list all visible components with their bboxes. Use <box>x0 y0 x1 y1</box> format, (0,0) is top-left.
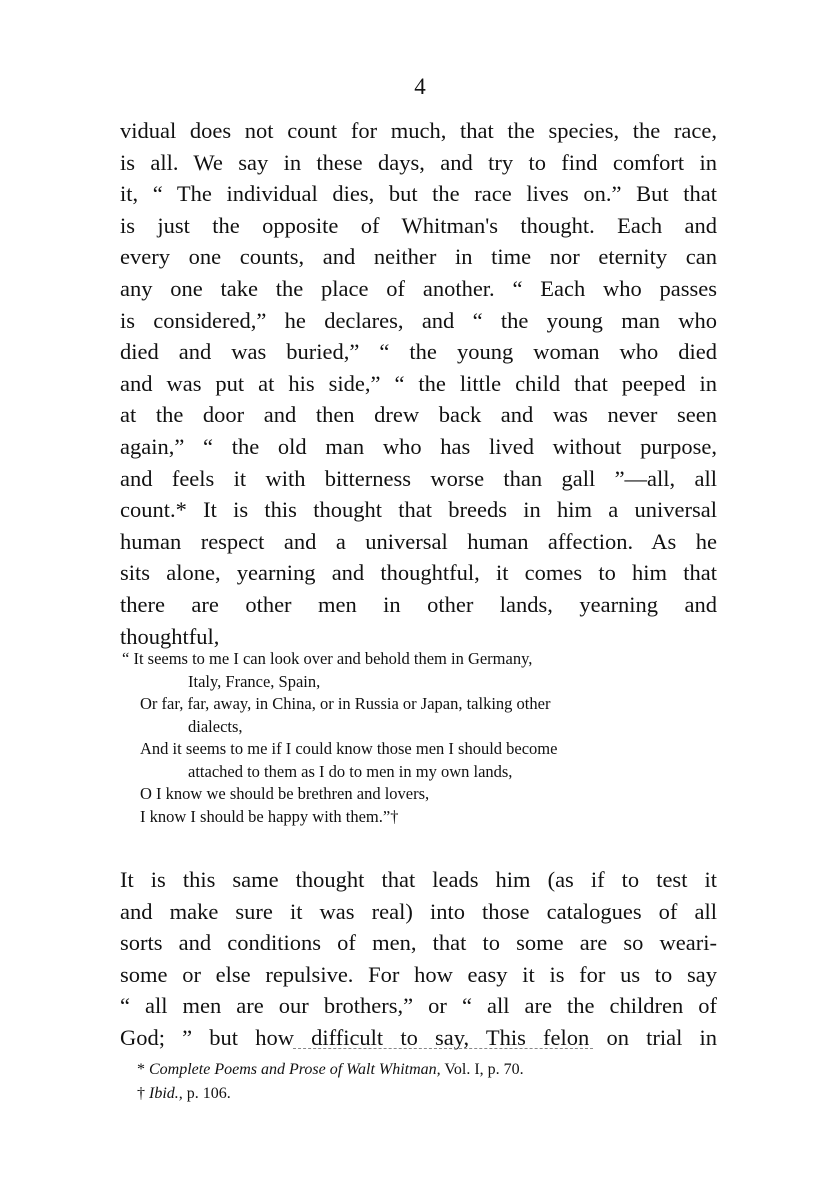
text-line: is just the opposite of Whitman's thought. Each and <box>120 212 717 238</box>
text-line: vidual does not count for much, that the species, the race, <box>120 118 717 143</box>
text-line: is all. We say in these days, and try to find comfort in <box>120 149 717 175</box>
text-line: again,” “ the old man who has lived without purpose, <box>120 433 717 459</box>
text-line: and feels it with bitterness worse than gall ”—all, all <box>120 465 717 491</box>
page-number: 4 <box>414 74 426 99</box>
footnote-ref: p. 106. <box>186 1085 231 1102</box>
poem-line: dialects, <box>188 716 243 736</box>
text-line: there are other men in other lands, yearning and <box>120 591 717 617</box>
text-line: thoughtful, <box>120 623 220 649</box>
text-line: it, “ The individual dies, but the race lives on.” But that <box>120 181 717 207</box>
poem-line: Italy, France, Spain, <box>188 671 321 691</box>
text-line: sits alone, yearning and thoughtful, it comes to him that <box>120 560 717 586</box>
paragraph-second <box>120 864 717 1054</box>
poem-line: attached to them as I do to men in my own lands, <box>188 761 513 781</box>
poem-line: Or far, far, away, in China, or in Russia or Japan, talking other <box>140 694 551 713</box>
text-line: is considered,” he declares, and “ the young man who <box>120 307 717 333</box>
text-line: count.* It is this thought that breeds in him a universal <box>120 497 717 523</box>
footnote-mark: † <box>137 1085 145 1102</box>
text-line: “ all men are our brothers,” or “ all are the children of <box>120 993 717 1019</box>
text-line: God; ” but how difficult to say, This felon on trial in <box>120 1024 717 1050</box>
poem-line: “ It seems to me I can look over and behold them in Germany, <box>122 649 533 668</box>
footnote-divider <box>293 1048 593 1049</box>
footnote <box>137 1058 697 1082</box>
text-line: died and was buried,” “ the young woman who died <box>120 339 717 365</box>
footnote-title: Ibid., <box>149 1085 183 1102</box>
text-line: sorts and conditions of men, that to some are so weari- <box>120 930 717 956</box>
paragraph-continued <box>120 115 717 652</box>
text-line: some or else repulsive. For how easy it is for us to say <box>120 961 717 987</box>
footnote-ref: Vol. I, p. 70. <box>444 1061 524 1078</box>
text-line: human respect and a universal human affection. As he <box>120 528 717 554</box>
text-line: and make sure it was real) into those catalogues of all <box>120 898 717 924</box>
text-line: every one counts, and neither in time nor eternity can <box>120 244 717 270</box>
poem-line: And it seems to me if I could know those men I should become <box>140 739 558 758</box>
footnote <box>137 1082 697 1106</box>
footnotes <box>137 1058 697 1106</box>
footnote-title: Complete Poems and Prose of Walt Whitman, <box>149 1061 441 1078</box>
poem-line: I know I should be happy with them.”† <box>140 806 399 826</box>
text-line: and was put at his side,” “ the little child that peeped in <box>120 370 717 396</box>
poem-line: O I know we should be brethren and lovers, <box>140 784 430 803</box>
text-line: It is this same thought that leads him (as if to test it <box>120 867 717 892</box>
footnote-mark: * <box>137 1061 145 1078</box>
text-line: any one take the place of another. “ Each who passes <box>120 275 717 301</box>
text-line: at the door and then drew back and was never seen <box>120 402 717 428</box>
poem-quotation <box>120 648 720 828</box>
